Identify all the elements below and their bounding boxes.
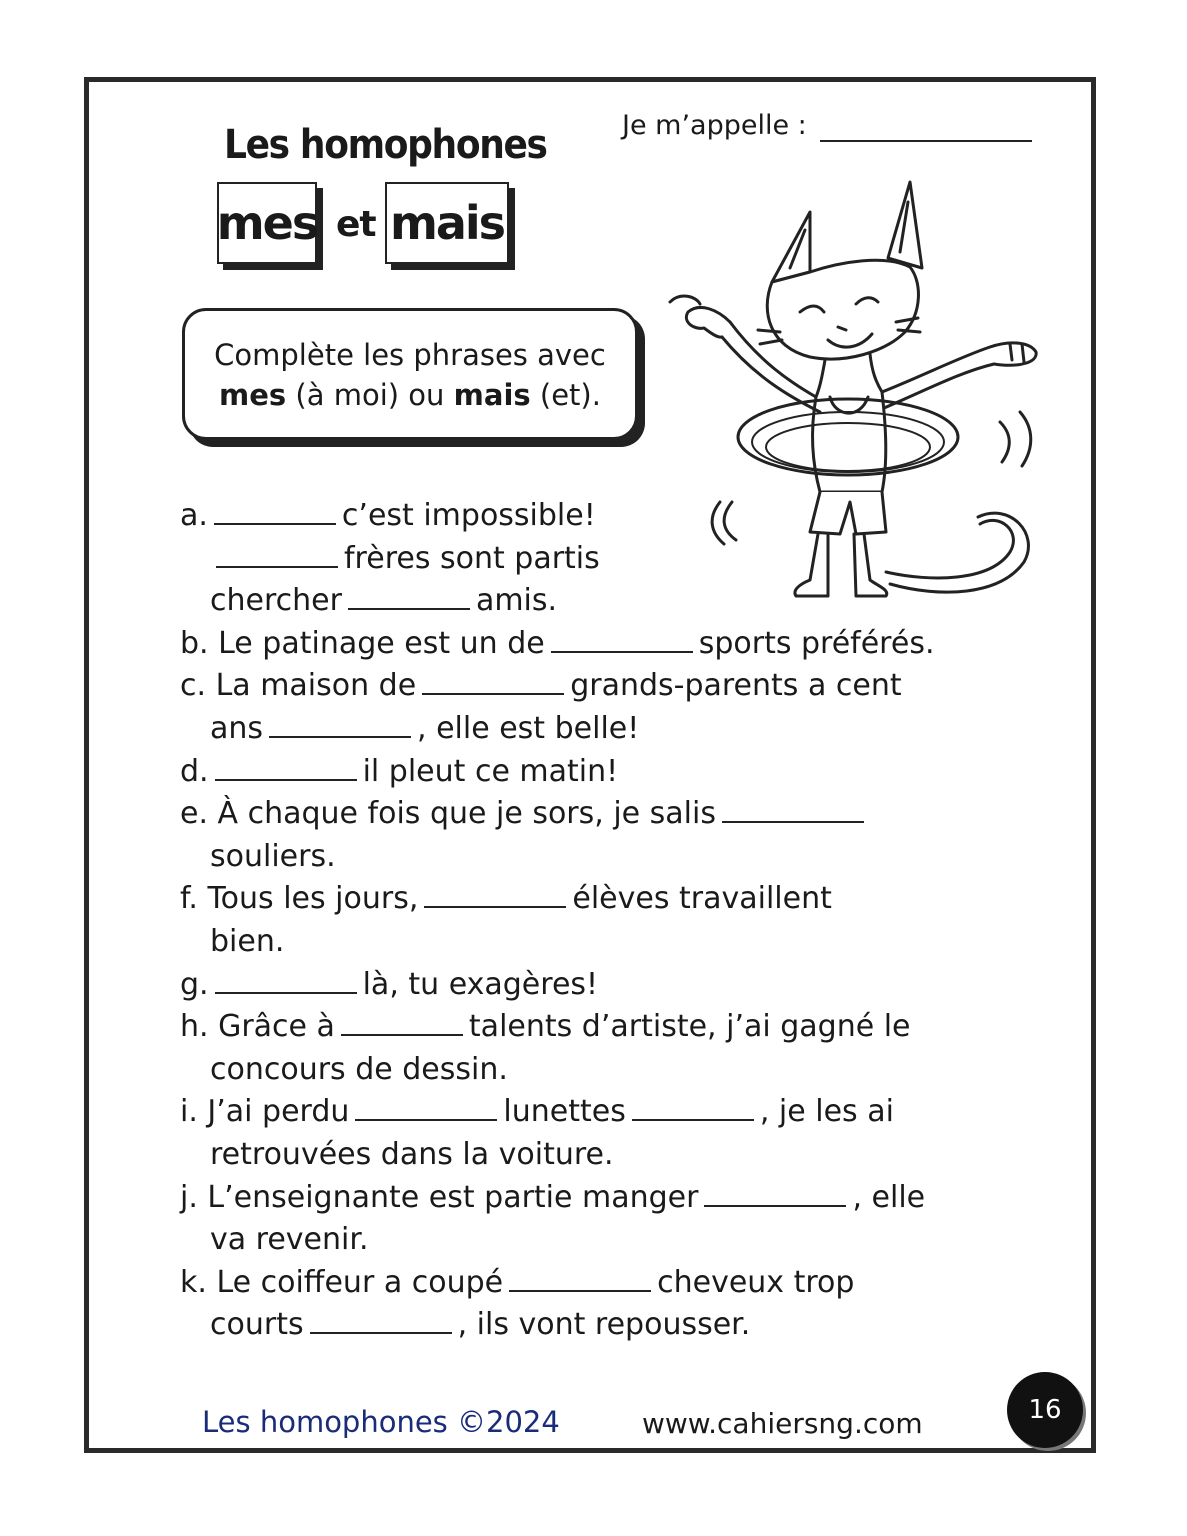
connector-et: et: [336, 204, 376, 245]
exercise-line-a-cont: [180, 580, 980, 623]
item-text: c. La maison de: [180, 668, 417, 704]
exercise-line-c: [180, 665, 980, 708]
answer-blank[interactable]: [355, 1093, 497, 1121]
exercise-line-j-cont: [180, 1219, 980, 1262]
item-text: b. Le patinage est un de: [180, 625, 545, 661]
item-text: cheveux trop: [657, 1264, 855, 1300]
answer-blank[interactable]: [214, 497, 336, 525]
answer-blank[interactable]: [704, 1179, 846, 1207]
item-text: e. À chaque fois que je sors, je salis: [180, 796, 716, 832]
item-text: ans: [210, 710, 264, 746]
item-text: là, tu exagères!: [362, 966, 599, 1002]
item-text: , ils vont repousser.: [457, 1307, 751, 1343]
exercise-line-f-cont: [180, 921, 980, 964]
item-text: , elle: [852, 1179, 926, 1215]
exercise-line-h-cont: [180, 1049, 980, 1092]
item-label: d.: [180, 753, 209, 789]
item-text: sports préférés.: [698, 625, 935, 661]
instruction-box: [182, 308, 638, 440]
exercise-line-b: [180, 623, 980, 666]
answer-blank[interactable]: [269, 710, 411, 738]
exercise-line-h: [180, 1006, 980, 1049]
exercise-line-j: [180, 1177, 980, 1220]
item-text: élèves travaillent: [572, 881, 832, 917]
exercise-line-k: [180, 1262, 980, 1305]
exercise-line-f: [180, 878, 980, 921]
answer-blank[interactable]: [215, 753, 357, 781]
instruction-line-1: Complète les phrases avec: [214, 338, 606, 372]
item-text: chercher: [210, 583, 342, 619]
item-text: c’est impossible!: [341, 498, 596, 533]
item-text: courts: [210, 1307, 304, 1343]
item-text: frères sont partis: [344, 540, 600, 576]
item-text: h. Grâce à: [180, 1009, 335, 1045]
instruction-word-mes: mes: [219, 378, 287, 412]
exercise-line-i-cont: [180, 1134, 980, 1177]
exercise-line-c-cont: [180, 708, 980, 751]
item-label: g.: [180, 966, 209, 1002]
exercise-line-e: [180, 793, 980, 836]
item-text: va revenir.: [210, 1222, 369, 1258]
answer-blank[interactable]: [551, 625, 693, 653]
footer-website-link[interactable]: www.cahiersng.com: [642, 1407, 923, 1440]
instruction-text: (à moi) ou: [295, 378, 445, 412]
answer-blank[interactable]: [422, 667, 564, 695]
answer-blank[interactable]: [341, 1008, 463, 1036]
item-text: i. J’ai perdu: [180, 1094, 350, 1130]
item-text: j. L’enseignante est partie manger: [180, 1179, 699, 1215]
answer-blank[interactable]: [509, 1264, 651, 1292]
answer-blank[interactable]: [216, 540, 338, 568]
word-box-mes: mes: [217, 182, 317, 264]
instruction-word-mais: mais: [453, 378, 531, 412]
answer-blank[interactable]: [348, 582, 470, 610]
item-text: f. Tous les jours,: [180, 881, 419, 917]
name-label: Je m’appelle :: [622, 110, 807, 141]
item-text: bien.: [210, 923, 285, 959]
exercise-list: [180, 495, 980, 1347]
answer-blank[interactable]: [215, 966, 357, 994]
answer-blank[interactable]: [722, 795, 864, 823]
item-text: amis.: [475, 583, 558, 619]
exercise-line-e-cont: [180, 836, 980, 879]
word-box-mais: mais: [385, 182, 509, 264]
item-text: concours de dessin.: [210, 1051, 508, 1087]
answer-blank[interactable]: [424, 880, 566, 908]
item-text: il pleut ce matin!: [362, 753, 619, 789]
footer-copyright: Les homophones ©2024: [202, 1405, 560, 1439]
exercise-line-a: [180, 495, 980, 538]
exercise-line-g: [180, 964, 980, 1007]
exercise-line-k-cont: [180, 1304, 980, 1347]
exercise-line-a-cont: [180, 538, 980, 581]
page-number-badge: 16: [1007, 1372, 1083, 1448]
answer-blank[interactable]: [632, 1093, 754, 1121]
item-text: talents d’artiste, j’ai gagné le: [468, 1009, 911, 1045]
exercise-line-d: [180, 751, 980, 794]
item-text: retrouvées dans la voiture.: [210, 1136, 614, 1172]
page-title: Les homophones: [224, 122, 547, 168]
instruction-text: (et).: [539, 378, 601, 412]
item-text: , elle est belle!: [417, 710, 640, 746]
name-field[interactable]: [820, 140, 1032, 142]
item-text: souliers.: [210, 838, 336, 874]
exercise-line-i: [180, 1091, 980, 1134]
item-label: a.: [180, 498, 208, 533]
item-text: k. Le coiffeur a coupé: [180, 1264, 504, 1300]
item-text: , je les ai: [759, 1094, 894, 1130]
item-text: lunettes: [503, 1094, 626, 1130]
instruction-line-2: [185, 375, 635, 415]
answer-blank[interactable]: [310, 1306, 452, 1334]
item-text: grands-parents a cent: [570, 668, 902, 704]
